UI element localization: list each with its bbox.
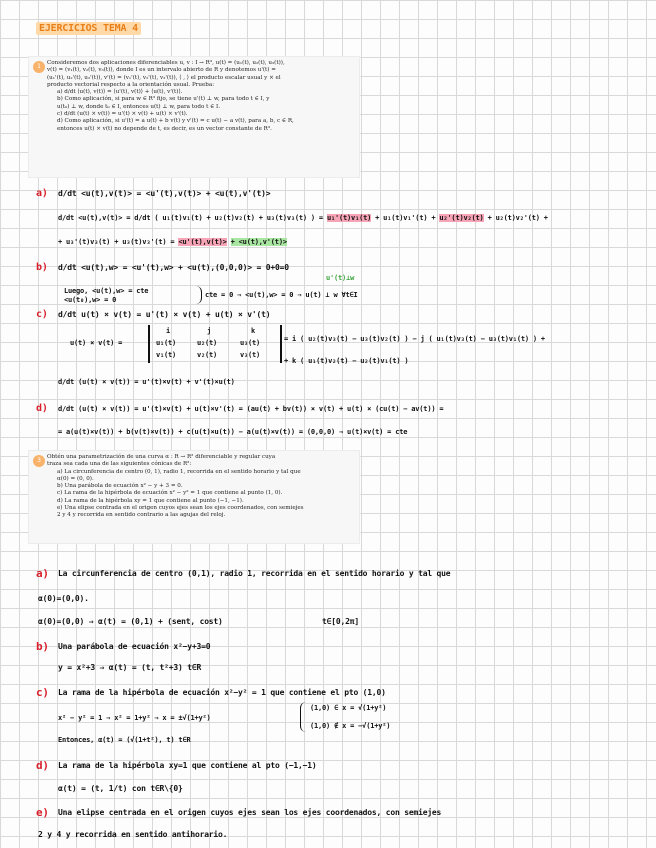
answer-line: Una elipse centrada en el origen cuyos ejes sean los ejes coordenados, con semiejes	[58, 808, 442, 817]
answer-line: α(0)=(0,0) ⇒ α(t) = (0,1) + (sent, cost)	[38, 617, 223, 626]
matrix-cell: u₂(t)	[197, 339, 218, 347]
answer-line: Luego, <u(t),w> = cte	[64, 287, 149, 295]
answer-line: + u₃'(t)v₃(t) + u₃(t)v₃'(t) = <u'(t),v(t)> + <u(t),v'(t)>	[58, 238, 287, 246]
statement-line: (u₁'(t), u₂'(t), u₃'(t)), v'(t) = (v₁'(t), v₂'(t), v₃'(t)), ⟨ , ⟩ el producto escalar usual y × el	[47, 74, 281, 81]
answer-label-c: c)	[36, 686, 49, 699]
highlight-term: + <u(t),v'(t)>	[230, 238, 287, 246]
statement-item: d) Como aplicación, si u'(t) = a u(t) + b v(t) y v'(t) = c u(t) − a v(t), para a, b, c ∈ R,	[57, 118, 294, 125]
answer-label-c: c)	[36, 309, 48, 320]
answer-line: d/dt u(t) × v(t) = u'(t) × v(t) + u(t) × v'(t)	[58, 310, 271, 319]
statement-item: b) Una parábola de ecuación x² − y + 3 = 0.	[57, 483, 183, 490]
statement-item: entonces u(t) × v(t) no depende de t, es decir, es un vector constante de R³.	[57, 125, 272, 132]
statement-line: producto vectorial respecto a la orientación usual. Prueba:	[47, 81, 215, 88]
answer-line: y = x²+3 ⇒ α(t) = (t, t²+3) t∈R	[58, 663, 202, 672]
annotation-note: u'(t)⊥w	[326, 274, 355, 282]
brace	[196, 286, 202, 304]
exercise-1-statement	[28, 56, 360, 178]
answer-line: d/dt <u(t),w> = <u'(t),w> + <u(t),(0,0,0)> = 0+0=0	[58, 263, 289, 272]
brace	[300, 702, 307, 732]
statement-item: d) La rama de la hipérbola xy = 1 que contiene al punto (−1, −1).	[57, 497, 244, 504]
answer-line: 2 y 4 y recorrida en sentido antihorario.	[38, 830, 228, 839]
answer-line: u(t) × v(t) =	[70, 339, 123, 347]
matrix-cell: u₁(t)	[156, 339, 177, 347]
statement-item: 2 y 4 y recorrida en sentido contrario a las agujas del reloj.	[57, 512, 226, 519]
answer-label-b: b)	[36, 262, 48, 273]
answer-line: cte = 0 ⇒ <u(t),w> = 0 ⇒ u(t) ⊥ w ∀t∈I	[205, 291, 358, 299]
answer-line: Entonces, α(t) = (√(1+t²), t) t∈R	[58, 736, 191, 744]
answer-label-a: a)	[36, 567, 49, 580]
highlight-term: u₂'(t)v₂(t)	[439, 214, 484, 222]
exercise-number-badge: 3	[33, 455, 45, 467]
answer-label-e: e)	[36, 806, 49, 819]
exercise-3-statement	[28, 450, 360, 544]
statement-item: b) Como aplicación, si para w ∈ R³ fijo, se tiene u'(t) ⊥ w, para todo t ∈ I, y	[57, 96, 270, 103]
matrix-cell: v₁(t)	[156, 351, 177, 359]
answer-line: α(0)=(0,0).	[38, 594, 89, 603]
answer-label-d: d)	[36, 759, 49, 772]
matrix-cell: j	[207, 327, 212, 335]
answer-line: La rama de la hipérbola de ecuación x²−y² = 1 que contiene el pto (1,0)	[58, 688, 386, 697]
page-title: EJERCICIOS TEMA 4	[36, 22, 141, 35]
statement-item: a) La circunferencia de centro (0, 1), radio 1, recorrida en el sentido horario y tal que	[57, 468, 301, 475]
matrix-cell: v₂(t)	[197, 351, 218, 359]
exercise-number-badge: 1	[33, 61, 45, 73]
answer-line: + k ( u₁(t)v₂(t) − u₂(t)v₁(t) )	[284, 357, 409, 365]
answer-line: = a(u(t)×v(t)) + b(v(t)×v(t)) + c(u(t)×u(t)) − a(u(t)×v(t)) = (0,0,0) ⇒ u(t)×v(t) = cte	[58, 428, 408, 436]
answer-line: d/dt (u(t) × v(t)) = u'(t)×v(t) + u(t)×v'(t) = (au(t) + bv(t)) × v(t) + u(t) × (cu(t) − av(t)) =	[58, 405, 444, 413]
matrix-cell: u₃(t)	[240, 339, 261, 347]
answer-line: (1,0) ∉ x = −√(1+y²)	[310, 722, 391, 730]
statement-line: Consideremos dos aplicaciones diferenciables u, v : I → R³, u(t) = (u₁(t), u₂(t), u₃(t)),	[47, 60, 285, 66]
answer-line: t∈[0,2π]	[322, 617, 359, 626]
matrix-cell: i	[166, 327, 171, 335]
statement-item: e) Una elipse centrada en el origen cuyos ejes sean los ejes coordenados, con semiejes	[57, 505, 304, 512]
answer-line: (1,0) ∈ x = √(1+y²)	[310, 704, 387, 712]
answer-line: α(t) = (t, 1/t) con t∈R\{0}	[58, 784, 183, 793]
answer-label-d: d)	[36, 403, 48, 414]
answer-line: d/dt <u(t),v(t)> = <u'(t),v(t)> + <u(t),v'(t)>	[58, 189, 271, 198]
answer-line: Una parábola de ecuación x²−y+3=0	[58, 642, 211, 651]
answer-line: La circunferencia de centro (0,1), radio 1, recorrida en el sentido horario y tal que	[58, 569, 451, 578]
answer-line: d/dt (u(t) × v(t)) = u'(t)×v(t) + v'(t)×u(t)	[58, 378, 235, 386]
statement-item: c) La rama de la hipérbola de ecuación x² − y² = 1 que contiene al punto (1, 0).	[57, 490, 283, 497]
statement-item: a) d/dt ⟨u(t), v(t)⟩ = ⟨u'(t), v(t)⟩ + ⟨u(t), v'(t)⟩.	[57, 89, 183, 96]
answer-label-b: b)	[36, 640, 49, 653]
highlight-term: u₁'(t)v₁(t)	[326, 214, 372, 222]
answer-line: d/dt <u(t),v(t)> = d/dt ( u₁(t)v₁(t) + u₂(t)v₂(t) + u₃(t)v₃(t) ) = u₁'(t)v₁(t) + u₁(t)v₁'(t) + u₂'(t)v₂(t) + u₂(t)v₂'(t) +	[58, 214, 548, 222]
answer-line: <u(t₀),w> = 0	[64, 296, 117, 304]
answer-line: x² − y² = 1 ⇒ x² = 1+y² ⇒ x = ±√(1+y²)	[58, 714, 211, 722]
statement-item: c) d/dt (u(t) × v(t)) = u'(t) × v(t) + u(t) × v'(t).	[57, 111, 188, 118]
matrix-cell: k	[251, 327, 256, 335]
statement-item: α(0) = (0, 0).	[57, 475, 94, 482]
statement-item: u(t₀) ⊥ w, donde t₀ ∈ I, entonces u(t) ⊥ w, para todo t ∈ I.	[57, 103, 221, 110]
answer-line: = i ( u₂(t)v₃(t) − u₃(t)v₂(t) ) − j ( u₁(t)v₃(t) − u₃(t)v₁(t) ) +	[284, 335, 545, 343]
answer-label-a: a)	[36, 188, 48, 199]
matrix-cell: v₃(t)	[240, 351, 261, 359]
statement-line: v(t) = (v₁(t), v₂(t), v₃(t)), donde I es un intervalo abierto de R y denotemos u'(t) =	[47, 67, 276, 74]
statement-line: Obtén una parametrización de una curva α : R → R² diferenciable y regular cuya	[47, 454, 276, 460]
highlight-term: <u'(t),v(t)>	[178, 238, 227, 246]
answer-line: La rama de la hipérbola xy=1 que contiene al pto (−1,−1)	[58, 761, 317, 770]
statement-line: traza sea cada una de las siguientes cónicas de R²:	[47, 461, 192, 468]
